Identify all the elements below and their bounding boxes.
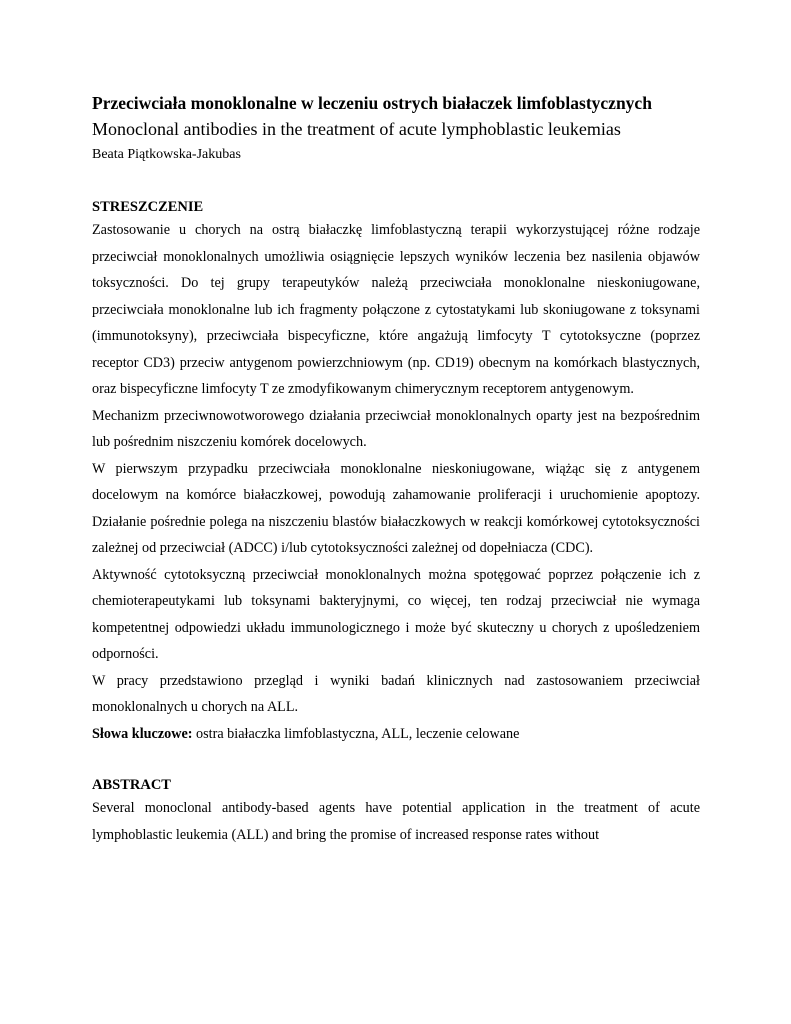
streszczenie-paragraph-4: Aktywność cytotoksyczną przeciwciał monoklonalnych można spotęgować poprzez połączenie ich z chemioterapeutykami lub toksynami bakteryjnymi, co więcej, ten rodzaj przeciwciał nie wymaga kompetentnej odpowiedzi układu immunologicznego i może być skuteczny u chorych z upośledzeniem odporności.: [92, 566, 700, 662]
document-page: [92, 92, 700, 848]
abstract-body: [92, 795, 700, 848]
streszczenie-heading: STRESZCZENIE: [92, 199, 204, 215]
streszczenie-paragraph-1: Zastosowanie u chorych na ostrą białaczkę limfoblastyczną terapii wykorzystującej różne rodzaje przeciwciał monoklonalnych umożliwia osiągnięcie lepszych wyników leczenia bez nasilenia objawów toksyczności. Do tej grupy terapeutyków należą przeciwciała monoklonalne nieskoniugowane, przeciwciała monoklonalne lub ich fragmenty połączone z cytostatykami lub skoniugowane z toksynami (immunotoksyny), przeciwciała bispecyficzne, które angażują limfocyty T cytotoksyczne (poprzez receptor CD3) przeciw antygenom powierzchniowym (np. CD19) obecnym na komórkach blastycznych, oraz bispecyficzne limfocyty T ze zmodyfikowanym chimerycznym receptorem antygenowym.: [92, 222, 700, 397]
keywords-text: ostra białaczka limfoblastyczna, ALL, leczenie celowane: [192, 725, 520, 742]
title-english: Monoclonal antibodies in the treatment of acute lymphoblastic leukemias: [92, 119, 621, 139]
keywords-line: [92, 721, 700, 748]
title-polish: Przeciwciała monoklonalne w leczeniu ostrych białaczek limfoblastycznych: [92, 93, 652, 113]
abstract-heading: ABSTRACT: [92, 777, 171, 793]
abstract-paragraph-1: Several monoclonal antibody-based agents have potential application in the treatment of acute lymphoblastic leukemia (ALL) and bring the promise of increased response rates without: [92, 800, 700, 843]
author: Beata Piątkowska-Jakubas: [92, 147, 241, 162]
streszczenie-body: [92, 217, 700, 747]
streszczenie-paragraph-3: W pierwszym przypadku przeciwciała monoklonalne nieskoniugowane, wiążąc się z antygenem docelowym na komórce białaczkowej, powodują zahamowanie proliferacji i uruchomienie apoptozy. Działanie pośrednie polega na niszczeniu blastów białaczkowych w reakcji komórkowej cytotoksyczności zależnej od przeciwciał (ADCC) i/lub cytotoksyczności zależnej od dopełniacza (CDC).: [92, 460, 700, 556]
streszczenie-paragraph-2: Mechanizm przeciwnowotworowego działania przeciwciał monoklonalnych oparty jest na bezpośrednim lub pośrednim niszczeniu komórek docelowych.: [92, 407, 700, 450]
keywords-label: Słowa kluczowe:: [92, 725, 193, 742]
streszczenie-paragraph-5: W pracy przedstawiono przegląd i wyniki badań klinicznych nad zastosowaniem przeciwciał monoklonalnych u chorych na ALL.: [92, 672, 700, 715]
